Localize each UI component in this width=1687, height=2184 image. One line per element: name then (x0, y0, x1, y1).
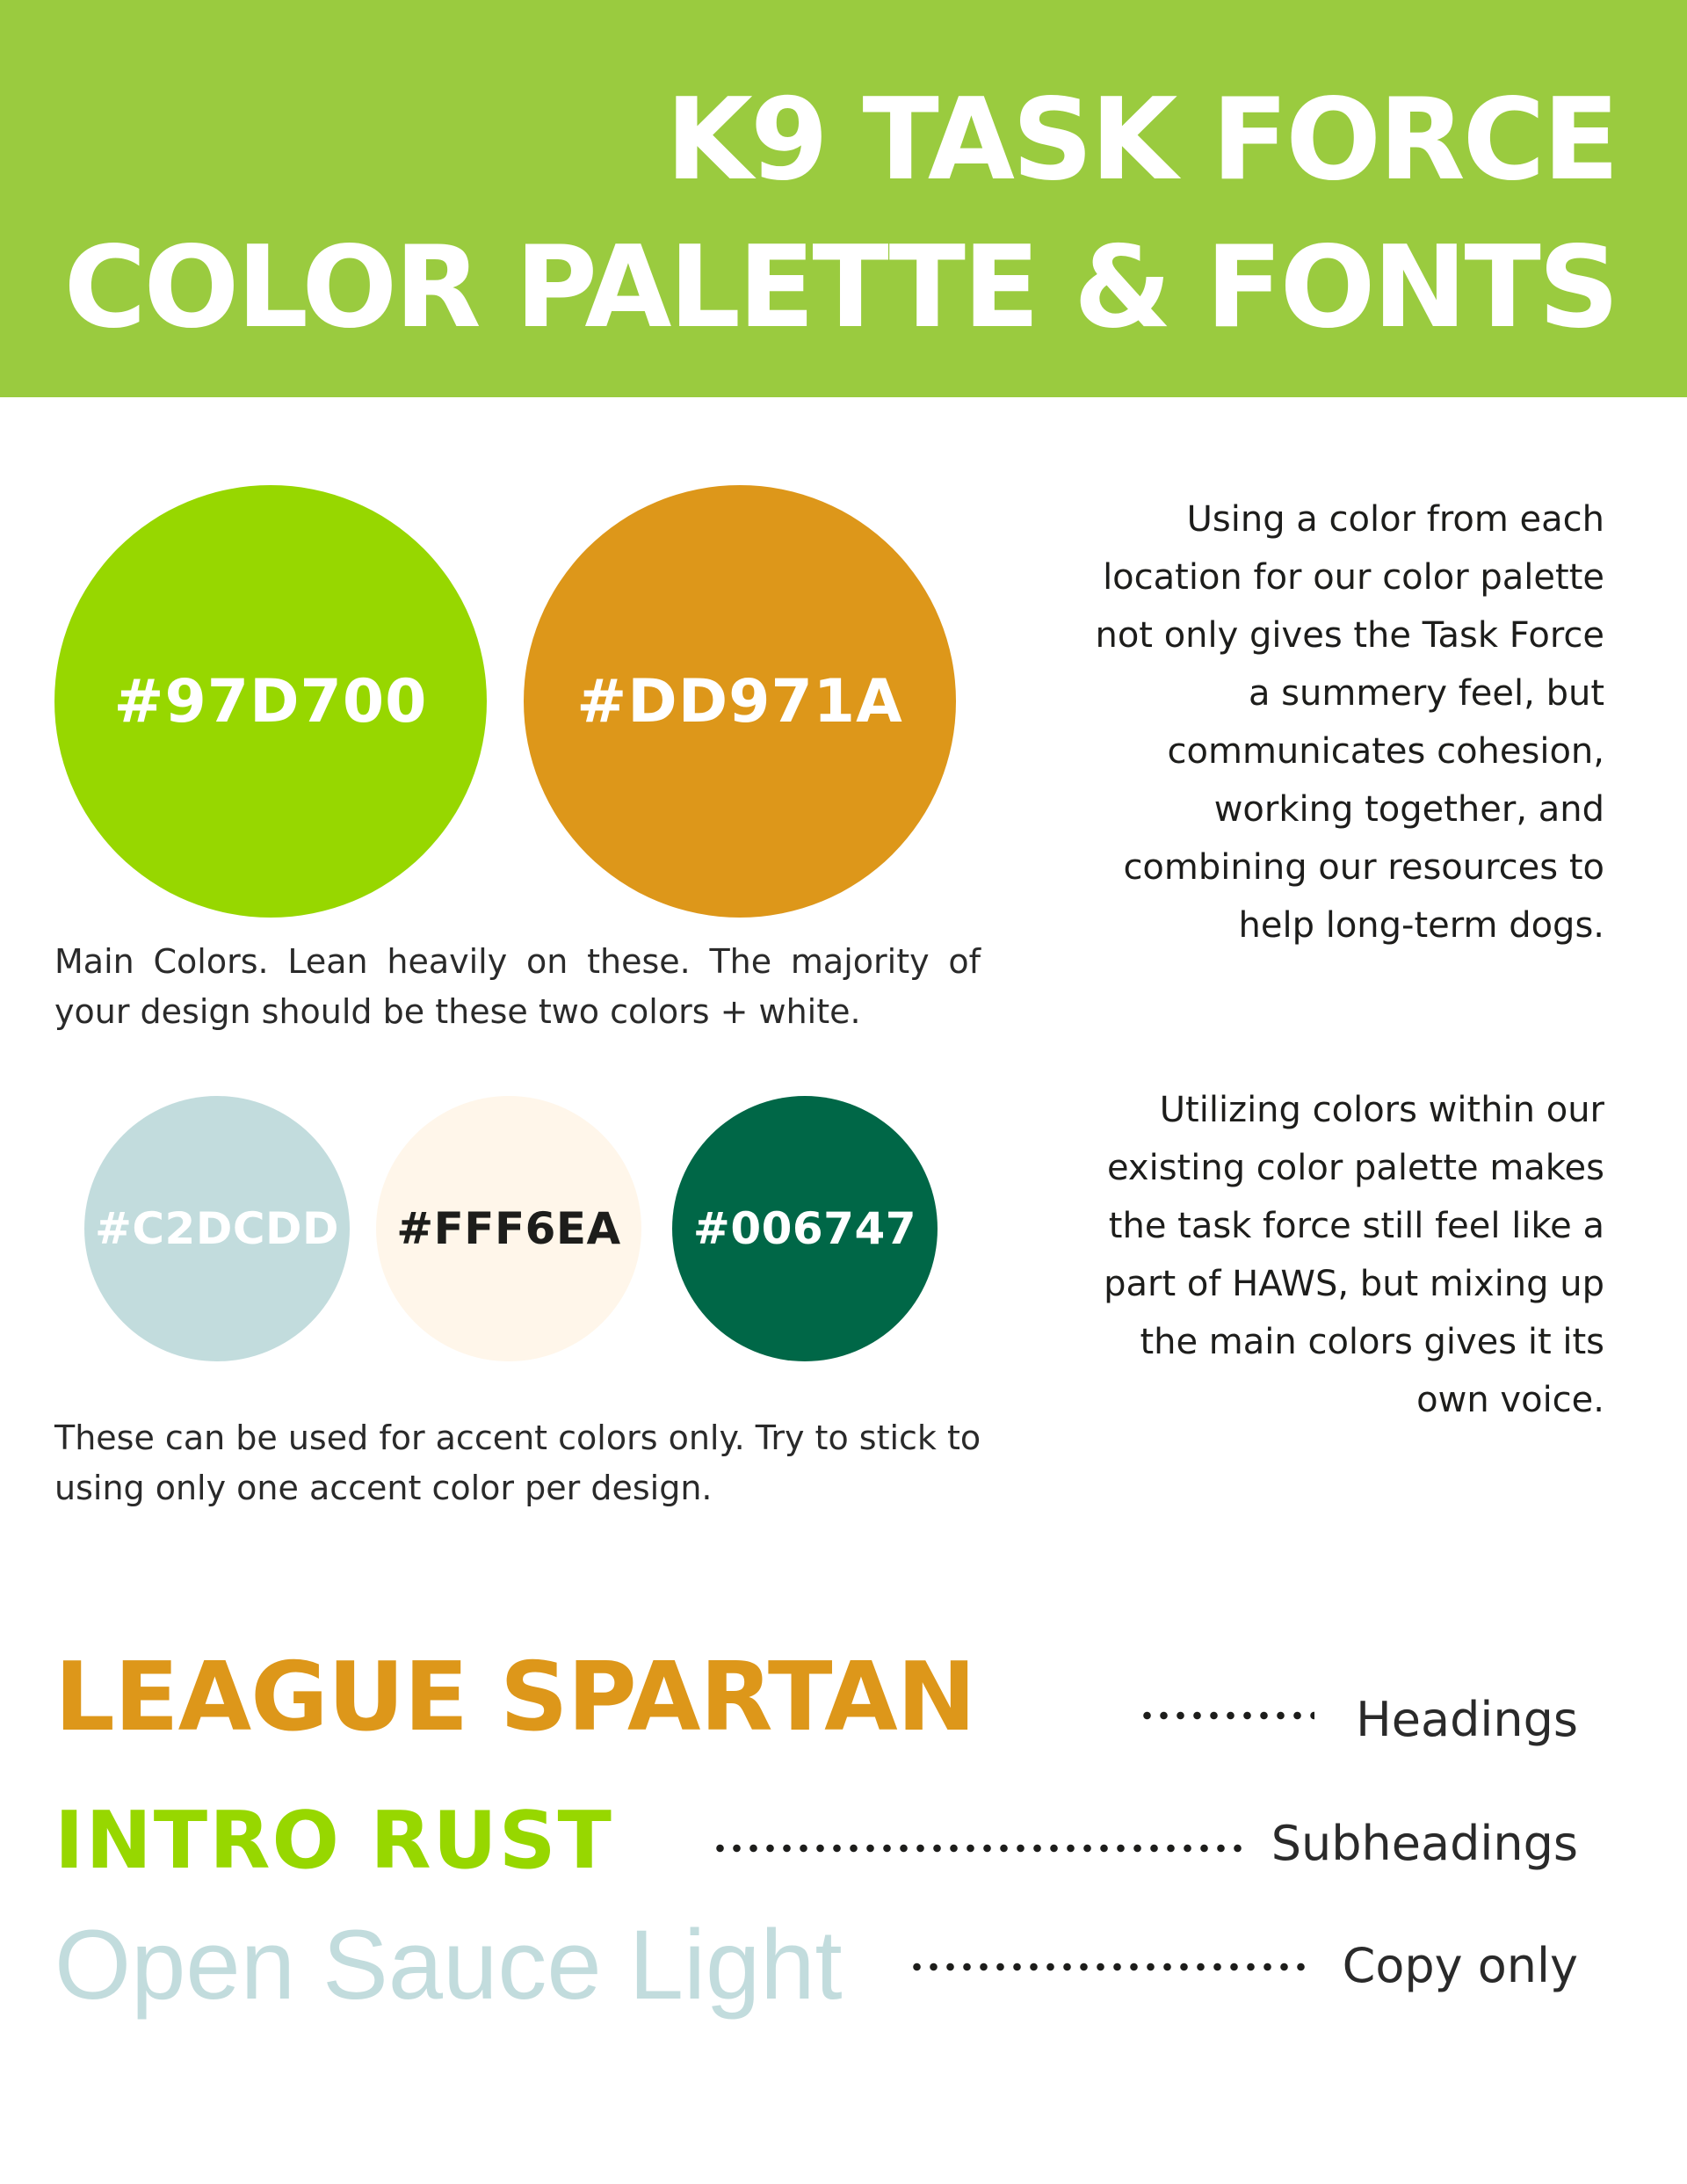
palette-rationale-paragraph-2: Utilizing colors within our existing color palette makes the task force still feel like a part of HAWS, but mixing up the main colors gives it its own voice. (1104, 1090, 1604, 1420)
font-usage-copy: Copy only (1342, 1938, 1578, 1993)
dotted-leader (712, 1844, 1244, 1853)
accent-colors-caption: These can be used for accent colors only. Try to stick to using only one accent color per design. (54, 1419, 981, 1507)
accent-color-swatch-dark-green: #006747 (672, 1096, 938, 1361)
main-color-swatch-orange: #DD971A (524, 485, 956, 918)
font-sample-intro-rust: INTRO RUST (54, 1795, 613, 1887)
accent-color-swatch-light-blue: #C2DCDD (84, 1096, 350, 1361)
dotted-leader (1139, 1711, 1314, 1720)
header-banner (0, 0, 1687, 397)
palette-rationale-paragraph-1: Using a color from each location for our color palette not only gives the Task Force a summery feel, but communicates cohesion, working together, and combining our resources to help long-term dogs. (1095, 499, 1604, 946)
font-usage-subheadings: Subheadings (1271, 1816, 1578, 1871)
main-colors-caption: Main Colors. Lean heavily on these. The majority of your design should be these two colors + white. (54, 942, 981, 1031)
font-sample-open-sauce-light: Open Sauce Light (54, 1910, 843, 2020)
dotted-leader (909, 1963, 1313, 1971)
font-sample-league-spartan: LEAGUE SPARTAN (54, 1643, 976, 1752)
page-title-line-1: K9 TASK FORCE (665, 75, 1617, 206)
page-title-line-2: COLOR PALETTE & FONTS (63, 222, 1617, 353)
font-usage-headings: Headings (1356, 1692, 1578, 1747)
accent-color-swatch-cream: #FFF6EA (376, 1096, 641, 1361)
main-color-swatch-green: #97D700 (54, 485, 487, 918)
